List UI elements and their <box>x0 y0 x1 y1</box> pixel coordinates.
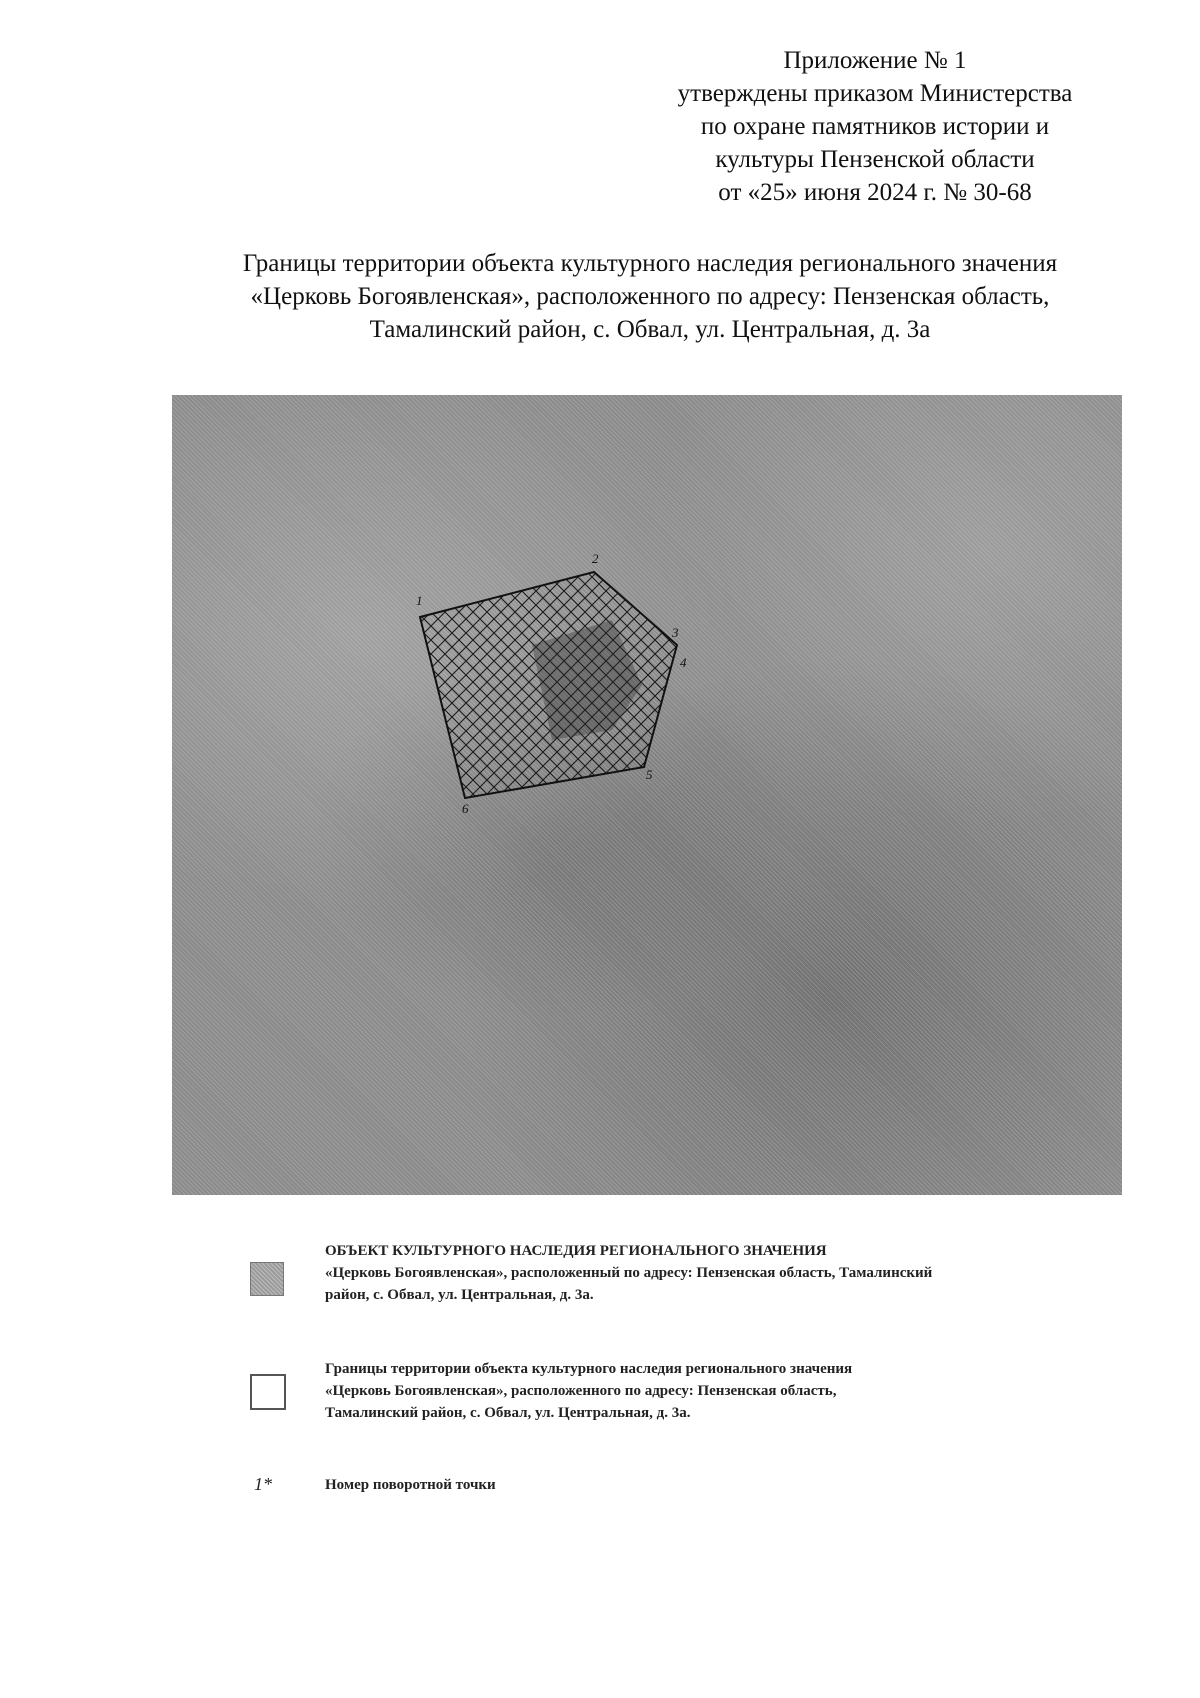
point-label: 4 <box>680 655 687 670</box>
legend-point-text: Номер поворотной точки <box>325 1477 496 1493</box>
legend-object-line: район, с. Обвал, ул. Центральная, д. 3а. <box>325 1287 594 1303</box>
legend-territory-line: Границы территории объекта культурного наследия регионального значения <box>325 1361 853 1377</box>
approval-line: утверждены приказом Министерства <box>677 80 1073 107</box>
legend-territory-text <box>325 1358 1125 1424</box>
point-label: 5 <box>646 767 653 782</box>
point-label: 6 <box>462 801 469 816</box>
approval-block <box>640 44 1110 209</box>
legend-object-text <box>325 1240 1125 1306</box>
document-title <box>120 247 1180 346</box>
legend-object-line: «Церковь Богоявленская», расположенный по адресу: Пензенская область, Тамалинский <box>325 1265 933 1281</box>
territory-overlay <box>172 395 1122 1195</box>
point-label: 1 <box>416 593 423 608</box>
legend-object-swatch <box>250 1262 284 1296</box>
title-line: Границы территории объекта культурного наследия регионального значения <box>242 250 1058 277</box>
approval-line: культуры Пензенской области <box>715 146 1035 173</box>
appendix-number: Приложение № 1 <box>783 47 967 74</box>
legend-territory-swatch <box>250 1374 286 1410</box>
legend-territory-line: Тамалинский район, с. Обвал, ул. Центральная, д. 3а. <box>325 1405 691 1421</box>
title-line: Тамалинский район, с. Обвал, ул. Центральная, д. 3а <box>369 316 931 343</box>
order-date-number: от «25» июня 2024 г. № 30-68 <box>718 179 1032 206</box>
title-line: «Церковь Богоявленская», расположенного по адресу: Пензенская область, <box>250 283 1050 310</box>
point-label: 3 <box>672 625 679 640</box>
legend-territory-line: «Церковь Богоявленская», расположенного по адресу: Пензенская область, <box>325 1383 837 1399</box>
legend-object-heading: ОБЪЕКТ КУЛЬТУРНОГО НАСЛЕДИЯ РЕГИОНАЛЬНОГО ЗНАЧЕНИЯ <box>325 1243 827 1259</box>
point-label: 2 <box>592 551 599 566</box>
legend-point-symbol: 1* <box>254 1474 272 1494</box>
aerial-map <box>172 395 1122 1195</box>
approval-line: по охране памятников истории и <box>700 113 1050 140</box>
legend-point-label <box>325 1474 1125 1496</box>
